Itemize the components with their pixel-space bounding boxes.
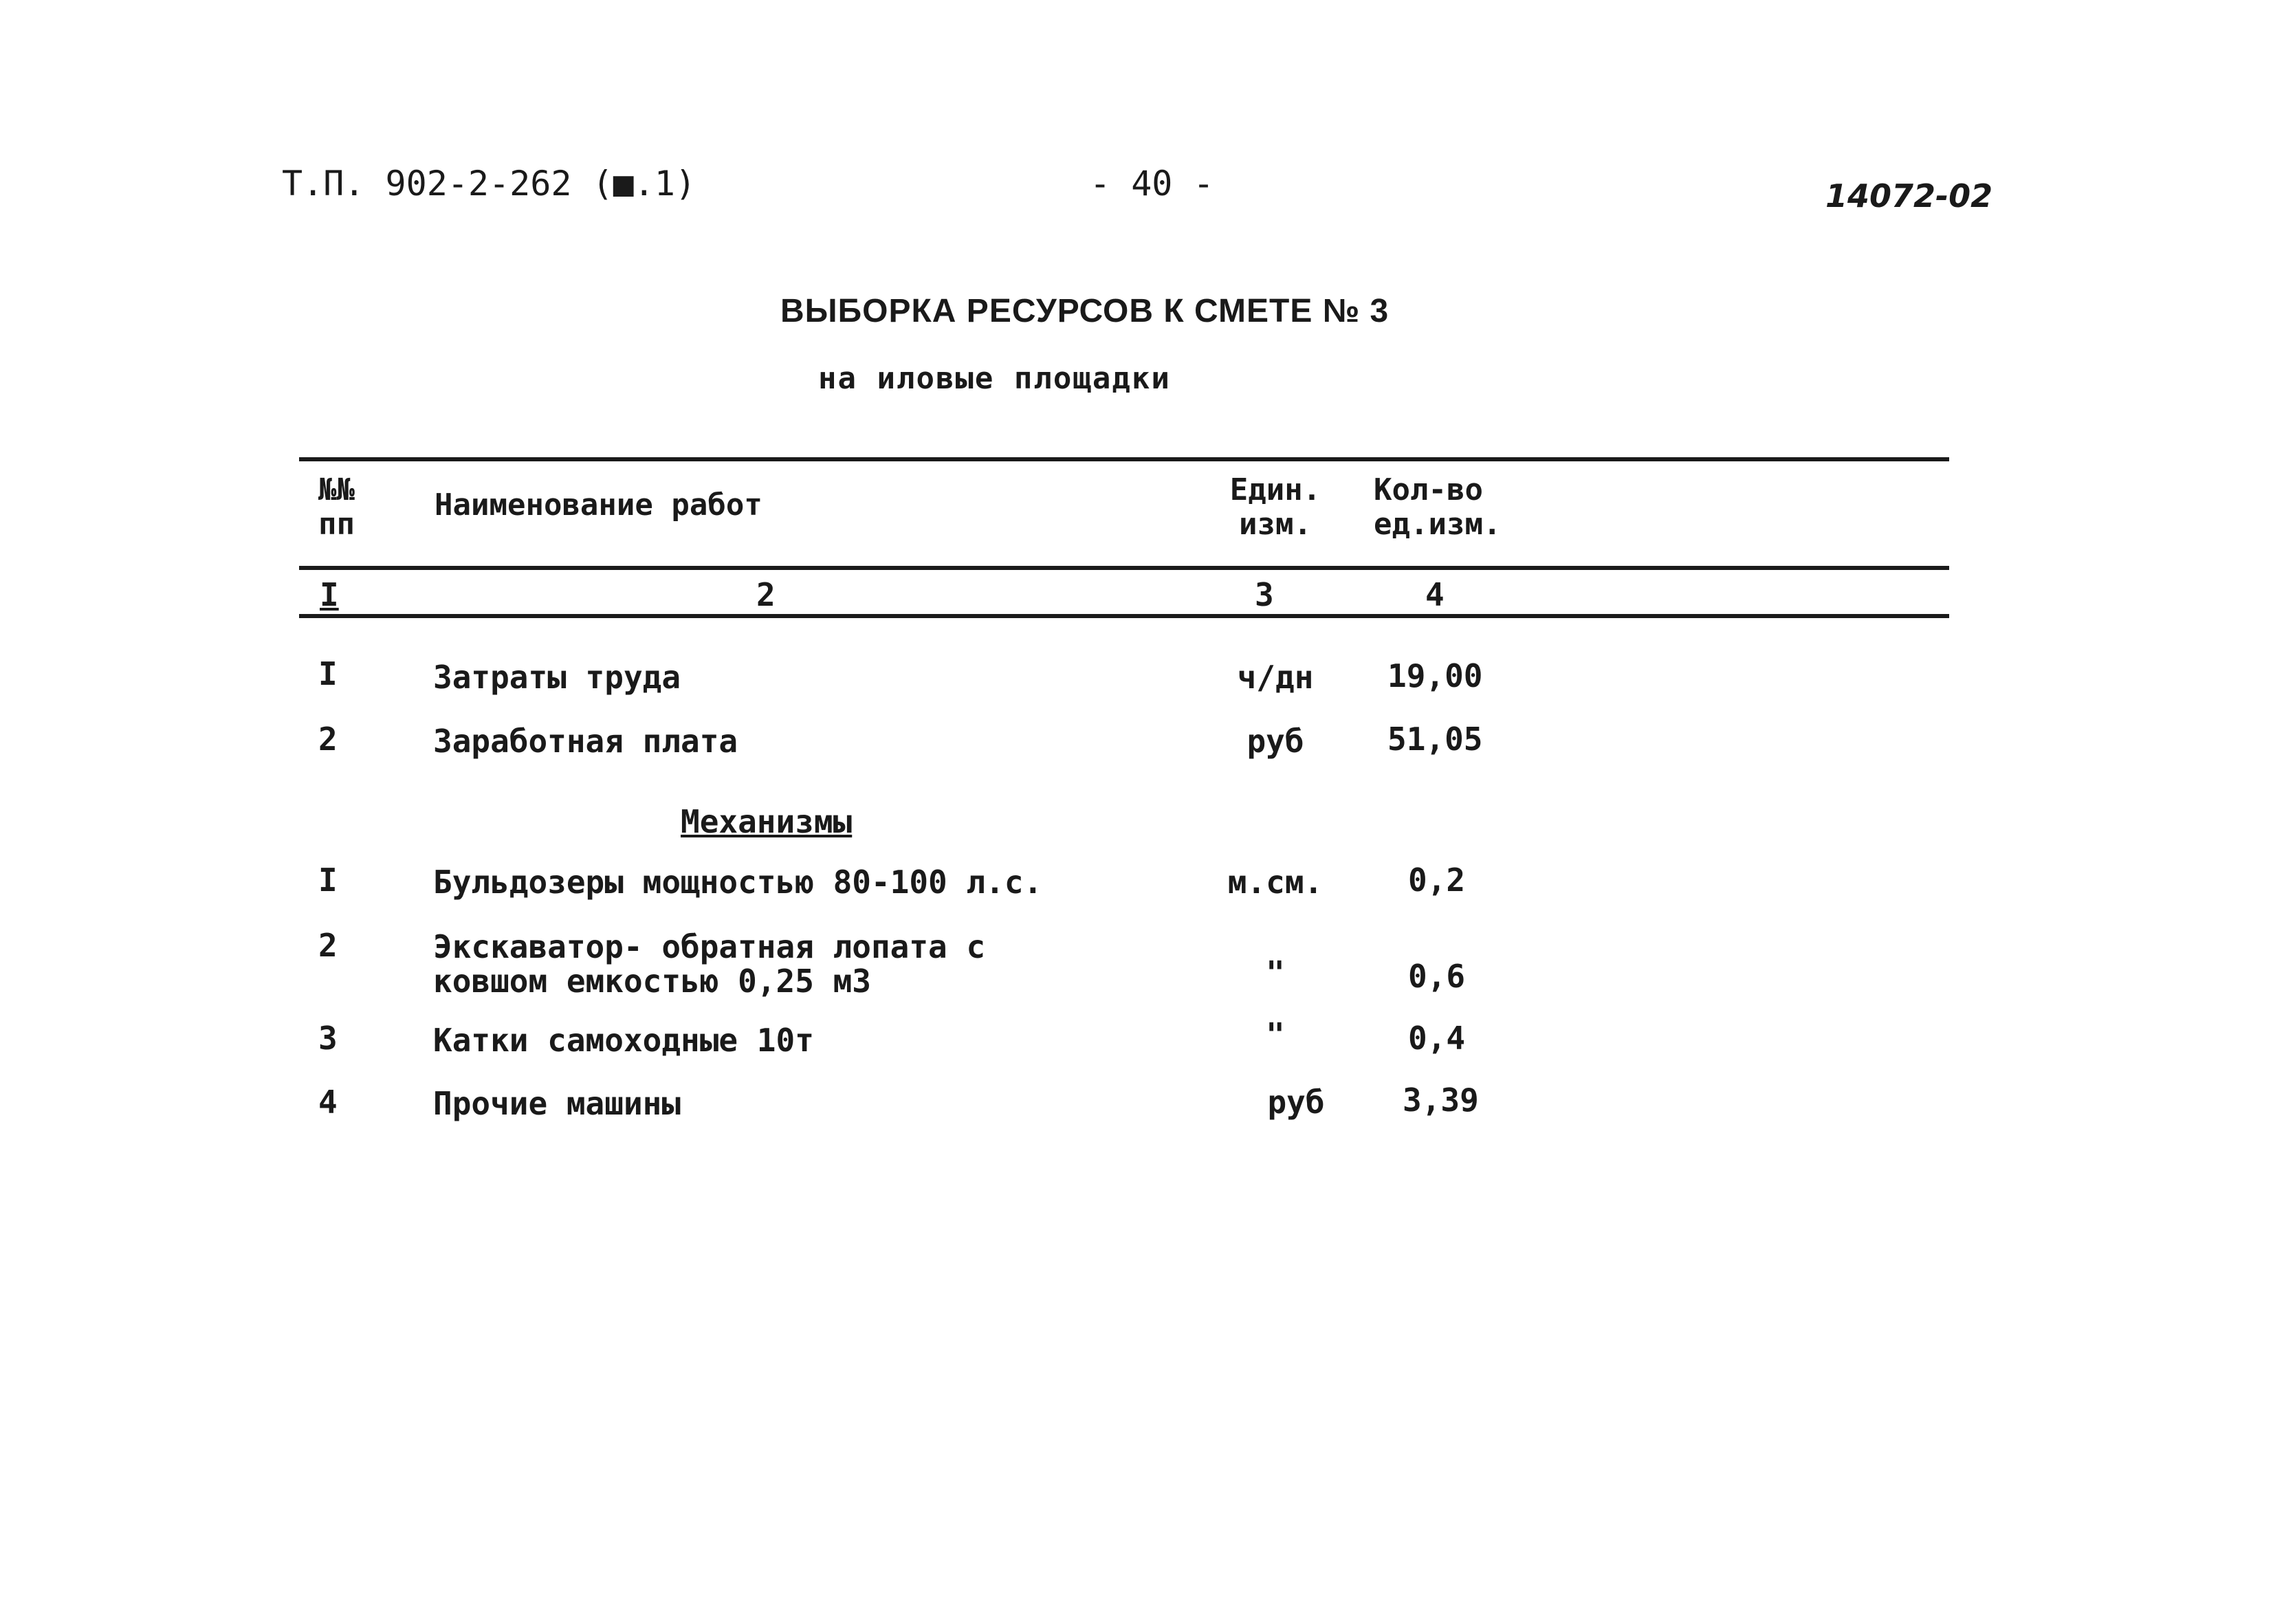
column-number-2: 2 xyxy=(756,576,776,613)
row-qty: 0,4 xyxy=(1408,1020,1466,1057)
table-header-rule xyxy=(299,566,1949,570)
reference-code: 14072-02 xyxy=(1825,177,1993,215)
page-number: - 40 - xyxy=(1090,164,1214,204)
row-qty: 19,00 xyxy=(1387,657,1483,694)
header-unit: Един. изм. xyxy=(1229,472,1321,542)
row-unit: " xyxy=(1266,1016,1285,1053)
column-number-3: 3 xyxy=(1255,576,1274,613)
row-unit: ч/дн xyxy=(1237,659,1314,696)
row-num: I xyxy=(318,655,338,692)
row-name: Бульдозеры мощностью 80-100 л.с. xyxy=(433,864,1043,901)
row-qty: 0,2 xyxy=(1408,862,1466,899)
header-name: Наименование работ xyxy=(435,487,762,523)
table-top-rule xyxy=(299,457,1949,461)
header-qty: Кол-во ед.изм. xyxy=(1374,472,1502,542)
header-num: №№ пп xyxy=(318,472,355,542)
row-name: Катки самоходные 10т xyxy=(433,1022,814,1059)
row-name: Экскаватор- обратная лопата с ковшом емкостью 0,25 м3 xyxy=(433,928,986,1000)
column-number-1: I xyxy=(320,576,339,613)
row-num: I xyxy=(318,862,338,899)
page-subtitle: на иловые площадки xyxy=(818,361,1171,396)
row-name: Прочие машины xyxy=(433,1085,681,1122)
row-unit: руб xyxy=(1247,723,1304,760)
row-name: Заработная плата xyxy=(433,723,738,760)
row-num: 4 xyxy=(318,1084,338,1121)
row-qty: 51,05 xyxy=(1387,721,1483,758)
row-unit: м.см. xyxy=(1227,864,1324,901)
column-number-4: 4 xyxy=(1425,576,1445,613)
row-qty: 3,39 xyxy=(1403,1082,1479,1119)
page-title: ВЫБОРКА РЕСУРСОВ К СМЕТЕ № 3 xyxy=(780,293,1390,329)
row-num: 2 xyxy=(318,927,338,964)
row-num: 2 xyxy=(318,721,338,758)
section-heading: Механизмы xyxy=(681,803,853,840)
row-num: 3 xyxy=(318,1020,338,1057)
table-colnum-rule xyxy=(299,614,1949,618)
document-code: Т.П. 902-2-262 (■.1) xyxy=(282,164,696,204)
row-unit: " xyxy=(1266,954,1285,991)
row-unit: руб xyxy=(1267,1084,1325,1121)
row-qty: 0,6 xyxy=(1408,958,1466,995)
row-name: Затраты труда xyxy=(433,659,681,696)
